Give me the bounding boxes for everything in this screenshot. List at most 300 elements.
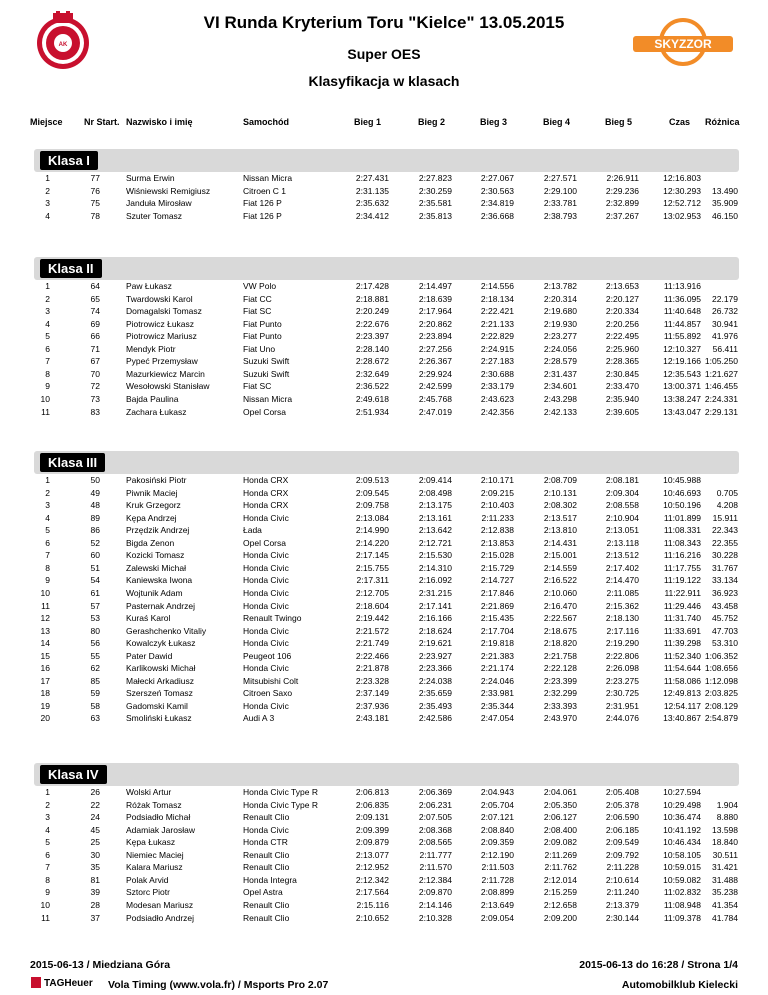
table-row (0, 406, 768, 418)
cell-gap: 2:08.129 (704, 700, 738, 711)
col-roznica: Różnica (705, 117, 740, 127)
cell-place: 19 (40, 700, 50, 711)
cell-run5: 2:17.116 (606, 625, 639, 636)
cell-driver-name: Piotrowicz Mariusz (126, 331, 197, 342)
table-row (0, 549, 768, 561)
table-row (0, 861, 768, 873)
cell-gap: 1:08.656 (704, 663, 738, 674)
cell-run4: 2:14.559 (543, 562, 577, 573)
cell-run1: 2:09.513 (355, 475, 389, 485)
cell-driver-name: Zalewski Michał (126, 562, 186, 573)
cell-run4: 2:12.014 (543, 874, 577, 885)
cell-run4: 2:12.658 (543, 899, 577, 910)
cell-run1: 2:15.116 (356, 899, 389, 910)
cell-run3: 2:08.899 (480, 887, 514, 898)
cell-run5: 2:06.185 (605, 824, 639, 835)
cell-start-number: 24 (90, 812, 100, 823)
cell-run1: 2:09.879 (355, 837, 389, 848)
cell-gap: 35.909 (712, 198, 738, 209)
footer-date-location: 2015-06-13 / Miedziana Góra (30, 959, 171, 971)
cell-driver-name: Szerszeń Tomasz (126, 688, 193, 699)
cell-run5: 2:11.228 (606, 862, 639, 873)
table-row (0, 537, 768, 549)
cell-start-number: 67 (90, 356, 100, 367)
cell-start-number: 25 (90, 837, 100, 848)
cell-run2: 2:27.256 (418, 343, 452, 354)
cell-run2: 2:23.894 (418, 331, 452, 342)
cell-run1: 2:51.934 (355, 406, 389, 417)
cell-car: Renault Clio (243, 862, 290, 873)
cell-driver-name: Zachara Łukasz (126, 406, 187, 417)
cell-run2: 2:16.166 (418, 613, 452, 624)
cell-driver-name: Różak Tomasz (126, 799, 182, 810)
cell-car: Honda Civic (243, 638, 289, 649)
cell-total-time: 10:59.015 (663, 862, 701, 873)
class-header (34, 451, 739, 474)
cell-car: Fiat Punto (243, 331, 282, 342)
cell-place: 12 (40, 613, 50, 624)
cell-gap: 30.228 (712, 550, 738, 561)
cell-run1: 2:22.466 (355, 650, 389, 661)
cell-run4: 2:09.200 (543, 912, 577, 923)
cell-run5: 2:08.558 (605, 500, 639, 511)
cell-run2: 2:11.570 (419, 862, 452, 873)
cell-place: 6 (45, 849, 50, 860)
cell-run4: 2:19.930 (543, 318, 577, 329)
cell-run5: 2:13.379 (605, 899, 639, 910)
cell-car: Renault Twingo (243, 613, 302, 624)
cell-gap: 8.880 (716, 812, 738, 823)
cell-car: Honda Civic Type R (243, 787, 318, 797)
cell-car: Honda Civic (243, 663, 289, 674)
cell-run4: 2:43.970 (543, 713, 577, 724)
cell-run3: 2:08.840 (480, 824, 514, 835)
cell-gap: 33.134 (712, 575, 738, 586)
cell-gap: 45.752 (712, 613, 738, 624)
cell-run2: 2:13.161 (418, 512, 452, 523)
class-header (34, 763, 739, 786)
cell-run1: 2:21.749 (355, 638, 389, 649)
cell-gap: 47.703 (712, 625, 738, 636)
cell-car: Renault Clio (243, 849, 290, 860)
cell-car: Honda Civic (243, 512, 289, 523)
cell-driver-name: Wesołowski Stanisław (126, 381, 210, 392)
cell-gap: 1:05.250 (704, 356, 738, 367)
cell-car: Citroen C 1 (243, 185, 286, 196)
cell-car: Peugeot 106 (243, 650, 292, 661)
cell-start-number: 89 (90, 512, 100, 523)
cell-car: Nissan Micra (243, 173, 293, 183)
cell-place: 2 (45, 185, 50, 196)
cell-driver-name: Wolski Artur (126, 787, 172, 797)
cell-driver-name: Gerashchenko Vitaliy (126, 625, 207, 636)
col-bieg3: Bieg 3 (480, 117, 508, 127)
cell-total-time: 10:36.474 (663, 812, 701, 823)
cell-run2: 2:35.659 (418, 688, 452, 699)
cell-car: Audi A 3 (243, 713, 275, 724)
cell-place: 10 (40, 899, 50, 910)
table-row (0, 587, 768, 599)
cell-place: 4 (45, 210, 50, 221)
cell-total-time: 12:54.117 (663, 700, 701, 711)
cell-car: Fiat CC (243, 293, 272, 304)
table-row (0, 562, 768, 574)
cell-run4: 2:31.437 (543, 368, 577, 379)
table-row (0, 849, 768, 861)
cell-run1: 2:09.131 (355, 812, 389, 823)
cell-run5: 2:25.960 (605, 343, 639, 354)
cell-run2: 2:42.586 (418, 713, 452, 724)
table-row (0, 675, 768, 687)
cell-place: 8 (45, 874, 50, 885)
cell-start-number: 51 (90, 562, 100, 573)
cell-run1: 2:09.758 (355, 500, 389, 511)
table-row (0, 874, 768, 886)
cell-run4: 2:04.061 (543, 787, 577, 797)
cell-run3: 2:21.133 (480, 318, 514, 329)
cell-driver-name: Surma Erwin (126, 173, 175, 183)
cell-run1: 2:37.936 (355, 700, 389, 711)
cell-run5: 2:35.940 (605, 393, 639, 404)
cell-run5: 2:10.904 (605, 512, 639, 523)
table-row (0, 330, 768, 342)
cell-start-number: 45 (90, 824, 100, 835)
cell-run3: 2:07.121 (480, 812, 514, 823)
cell-gap: 18.840 (712, 837, 738, 848)
cell-start-number: 37 (90, 912, 100, 923)
cell-driver-name: Kozicki Tomasz (126, 550, 185, 561)
cell-run3: 2:30.563 (480, 185, 514, 196)
cell-car: Honda CRX (243, 487, 289, 498)
cell-run4: 2:33.393 (543, 700, 577, 711)
cell-driver-name: Piwnik Maciej (126, 487, 178, 498)
cell-total-time: 11:54.644 (663, 663, 701, 674)
cell-driver-name: Domagalski Tomasz (126, 306, 202, 317)
cell-run2: 2:17.141 (418, 600, 452, 611)
col-miejsce: Miejsce (30, 117, 63, 127)
cell-place: 9 (45, 887, 50, 898)
cell-run4: 2:43.298 (543, 393, 577, 404)
cell-run2: 2:17.964 (418, 306, 452, 317)
cell-place: 9 (45, 575, 50, 586)
table-row (0, 368, 768, 380)
cell-run3: 2:27.183 (480, 356, 514, 367)
cell-gap: 2:54.879 (704, 713, 738, 724)
cell-place: 4 (45, 318, 50, 329)
cell-run4: 2:33.781 (543, 198, 577, 209)
cell-run3: 2:21.869 (480, 600, 514, 611)
cell-driver-name: Podsiadło Michał (126, 812, 191, 823)
cell-gap: 41.354 (712, 899, 738, 910)
cell-car: Honda CRX (243, 475, 289, 485)
col-czas: Czas (669, 117, 691, 127)
cell-place: 3 (45, 812, 50, 823)
cell-driver-name: Modesan Mariusz (126, 899, 194, 910)
cell-total-time: 10:29.498 (663, 799, 701, 810)
cell-run5: 2:11.240 (606, 887, 639, 898)
cell-start-number: 86 (90, 525, 100, 536)
cell-gap: 26.732 (712, 306, 738, 317)
cell-gap: 1.904 (716, 799, 738, 810)
cell-driver-name: Pypeć Przemysław (126, 356, 198, 367)
cell-run5: 2:11.085 (606, 587, 639, 598)
cell-total-time: 10:27.594 (663, 787, 701, 797)
cell-run1: 2:27.431 (355, 173, 389, 183)
table-row (0, 886, 768, 898)
cell-driver-name: Piotrowicz Łukasz (126, 318, 195, 329)
cell-total-time: 12:35.543 (663, 368, 701, 379)
cell-car: Suzuki Swift (243, 368, 290, 379)
cell-run2: 2:09.870 (418, 887, 452, 898)
cell-total-time: 10:41.192 (663, 824, 701, 835)
cell-run1: 2:28.672 (355, 356, 389, 367)
cell-run1: 2:13.077 (355, 849, 389, 860)
cell-car: Honda Civic (243, 600, 289, 611)
cell-gap: 56.411 (712, 343, 738, 354)
table-row (0, 662, 768, 674)
cell-run1: 2:06.835 (355, 799, 389, 810)
cell-place: 13 (40, 625, 50, 636)
cell-run4: 2:15.001 (543, 550, 577, 561)
cell-start-number: 61 (90, 587, 100, 598)
cell-start-number: 60 (90, 550, 100, 561)
cell-run1: 2:34.412 (355, 210, 389, 221)
svg-text:AK: AK (58, 42, 68, 48)
table-row (0, 899, 768, 911)
cell-place: 4 (45, 512, 50, 523)
cell-run1: 2:22.676 (355, 318, 389, 329)
cell-run1: 2:31.135 (355, 185, 389, 196)
cell-car: Honda CRX (243, 500, 289, 511)
cell-gap: 2:24.331 (704, 393, 738, 404)
cell-run3: 2:17.704 (480, 625, 514, 636)
cell-place: 2 (45, 293, 50, 304)
cell-run5: 2:08.181 (605, 475, 639, 485)
cell-run2: 2:10.328 (418, 912, 452, 923)
cell-total-time: 11:08.343 (663, 537, 701, 548)
cell-total-time: 11:08.331 (663, 525, 701, 536)
cell-run3: 2:15.028 (480, 550, 514, 561)
cell-run4: 2:20.314 (543, 293, 577, 304)
table-row (0, 600, 768, 612)
cell-run3: 2:17.846 (480, 587, 514, 598)
cell-run5: 2:13.653 (605, 281, 639, 291)
cell-gap: 30.941 (712, 318, 738, 329)
cell-place: 11 (41, 406, 50, 417)
table-row (0, 824, 768, 836)
cell-run4: 2:15.259 (543, 887, 577, 898)
cell-gap: 2:29.131 (704, 406, 738, 417)
cell-place: 3 (45, 198, 50, 209)
cell-total-time: 10:58.105 (663, 849, 701, 860)
cell-place: 1 (45, 281, 50, 291)
cell-place: 10 (40, 393, 50, 404)
col-bieg2: Bieg 2 (418, 117, 446, 127)
cell-run1: 2:18.881 (355, 293, 389, 304)
cell-run2: 2:47.019 (418, 406, 452, 417)
svg-text:TAGHeuer: TAGHeuer (44, 978, 93, 989)
cell-run1: 2:32.649 (355, 368, 389, 379)
cell-start-number: 77 (90, 173, 100, 183)
cell-run1: 2:28.140 (355, 343, 389, 354)
cell-car: Honda Civic (243, 550, 289, 561)
col-bieg4: Bieg 4 (543, 117, 571, 127)
cell-gap: 46.150 (712, 210, 738, 221)
cell-run4: 2:28.579 (543, 356, 577, 367)
col-samochod: Samochód (243, 117, 290, 127)
cell-gap: 13.598 (712, 824, 738, 835)
cell-run1: 2:18.604 (355, 600, 389, 611)
cell-driver-name: Podsiadło Andrzej (126, 912, 195, 923)
cell-run5: 2:22.495 (605, 331, 639, 342)
cell-driver-name: Bigda Zenon (126, 537, 175, 548)
cell-place: 5 (45, 837, 50, 848)
cell-total-time: 11:44.857 (663, 318, 701, 329)
cell-place: 10 (40, 587, 50, 598)
cell-start-number: 63 (90, 713, 100, 724)
cell-run1: 2:23.397 (355, 331, 389, 342)
cell-run3: 2:12.190 (480, 849, 514, 860)
cell-gap: 1:06.352 (704, 650, 738, 661)
cell-gap: 41.976 (712, 331, 738, 342)
cell-run4: 2:23.277 (543, 331, 577, 342)
cell-run2: 2:14.497 (418, 281, 452, 291)
cell-place: 17 (40, 675, 50, 686)
cell-total-time: 13:00.371 (663, 381, 701, 392)
cell-total-time: 11:29.446 (663, 600, 701, 611)
table-row (0, 393, 768, 405)
cell-total-time: 11:33.691 (663, 625, 701, 636)
footer-timing: Vola Timing (www.vola.fr) / Msports Pro 2.07 (108, 979, 329, 991)
cell-place: 7 (45, 550, 50, 561)
cell-place: 16 (40, 663, 50, 674)
table-row (0, 499, 768, 511)
cell-run5: 2:20.334 (605, 306, 639, 317)
cell-run2: 2:19.621 (418, 638, 452, 649)
cell-car: Honda Civic (243, 575, 289, 586)
cell-place: 1 (45, 787, 50, 797)
cell-car: Mitsubishi Colt (243, 675, 299, 686)
cell-run5: 2:15.362 (605, 600, 639, 611)
cell-total-time: 11:31.740 (663, 613, 701, 624)
cell-car: Nissan Micra (243, 393, 293, 404)
cell-gap: 53.310 (712, 638, 738, 649)
cell-start-number: 35 (90, 862, 100, 873)
cell-gap: 31.767 (712, 562, 738, 573)
cell-run1: 2:17.311 (356, 575, 389, 586)
cell-gap: 22.355 (712, 537, 738, 548)
cell-start-number: 26 (90, 787, 100, 797)
cell-run1: 2:36.522 (355, 381, 389, 392)
cell-total-time: 12:30.293 (663, 185, 701, 196)
cell-total-time: 11:39.298 (663, 638, 701, 649)
cell-run1: 2:21.878 (355, 663, 389, 674)
cell-driver-name: Wojtunik Adam (126, 587, 183, 598)
cell-total-time: 11:02.832 (663, 887, 701, 898)
cell-gap: 22.179 (712, 293, 738, 304)
cell-driver-name: Pater Dawid (126, 650, 173, 661)
cell-total-time: 10:46.434 (663, 837, 701, 848)
cell-place: 11 (41, 912, 50, 923)
cell-run2: 2:08.565 (418, 837, 452, 848)
cell-run5: 2:05.378 (605, 799, 639, 810)
cell-car: Suzuki Swift (243, 356, 290, 367)
cell-total-time: 10:46.693 (663, 487, 701, 498)
cell-car: Opel Corsa (243, 537, 286, 548)
cell-run2: 2:24.038 (418, 675, 452, 686)
cell-run4: 2:16.522 (543, 575, 577, 586)
cell-run4: 2:22.128 (543, 663, 577, 674)
cell-total-time: 12:52.712 (663, 198, 701, 209)
table-row (0, 172, 768, 184)
cell-total-time: 11:13.916 (663, 281, 701, 291)
cell-run2: 2:13.642 (418, 525, 452, 536)
cell-start-number: 83 (90, 406, 100, 417)
cell-driver-name: Janduła Mirosław (126, 198, 192, 209)
cell-run1: 2:20.249 (355, 306, 389, 317)
cell-car: Fiat SC (243, 306, 272, 317)
cell-run1: 2:37.149 (355, 688, 389, 699)
cell-start-number: 62 (90, 663, 100, 674)
classification-title: Klasyfikacja w klasach (308, 73, 460, 89)
cell-run1: 2:12.705 (355, 587, 389, 598)
cell-place: 1 (45, 475, 50, 485)
cell-run1: 2:06.813 (355, 787, 389, 797)
cell-run3: 2:27.067 (480, 173, 514, 183)
col-nr-start: Nr Start. (84, 117, 120, 127)
cell-driver-name: Kaniewska Iwona (126, 575, 193, 586)
cell-car: Fiat SC (243, 381, 272, 392)
cell-place: 3 (45, 306, 50, 317)
table-row (0, 474, 768, 486)
cell-start-number: 49 (90, 487, 100, 498)
cell-total-time: 13:40.867 (663, 713, 701, 724)
cell-start-number: 52 (90, 537, 100, 548)
cell-run5: 2:20.256 (605, 318, 639, 329)
cell-run5: 2:30.725 (605, 688, 639, 699)
cell-place: 4 (45, 824, 50, 835)
cell-run1: 2:12.952 (355, 862, 389, 873)
cell-total-time: 12:10.327 (663, 343, 701, 354)
cell-run5: 2:39.605 (605, 406, 639, 417)
cell-run5: 2:05.408 (605, 787, 639, 797)
cell-start-number: 57 (90, 600, 100, 611)
class-title: Klasa III (40, 453, 105, 472)
cell-total-time: 10:50.196 (663, 500, 701, 511)
cell-run5: 2:13.512 (605, 550, 639, 561)
cell-total-time: 11:36.095 (663, 293, 701, 304)
cell-place: 5 (45, 331, 50, 342)
cell-total-time: 11:08.948 (663, 899, 701, 910)
table-row (0, 355, 768, 367)
cell-run5: 2:32.899 (605, 198, 639, 209)
cell-driver-name: Pasternak Andrzej (126, 600, 195, 611)
cell-run3: 2:30.688 (480, 368, 514, 379)
tagheuer-logo (31, 976, 101, 990)
cell-total-time: 13:02.953 (663, 210, 701, 221)
cell-run2: 2:08.368 (418, 824, 452, 835)
cell-run3: 2:11.503 (481, 862, 514, 873)
cell-total-time: 11:17.755 (663, 562, 701, 573)
table-row (0, 524, 768, 536)
cell-run4: 2:18.820 (543, 638, 577, 649)
cell-driver-name: Kuraś Karol (126, 613, 171, 624)
cell-run4: 2:05.350 (543, 799, 577, 810)
table-row (0, 700, 768, 712)
cell-gap: 1:12.098 (704, 675, 738, 686)
cell-run4: 2:27.571 (543, 173, 577, 183)
cell-run2: 2:08.498 (418, 487, 452, 498)
